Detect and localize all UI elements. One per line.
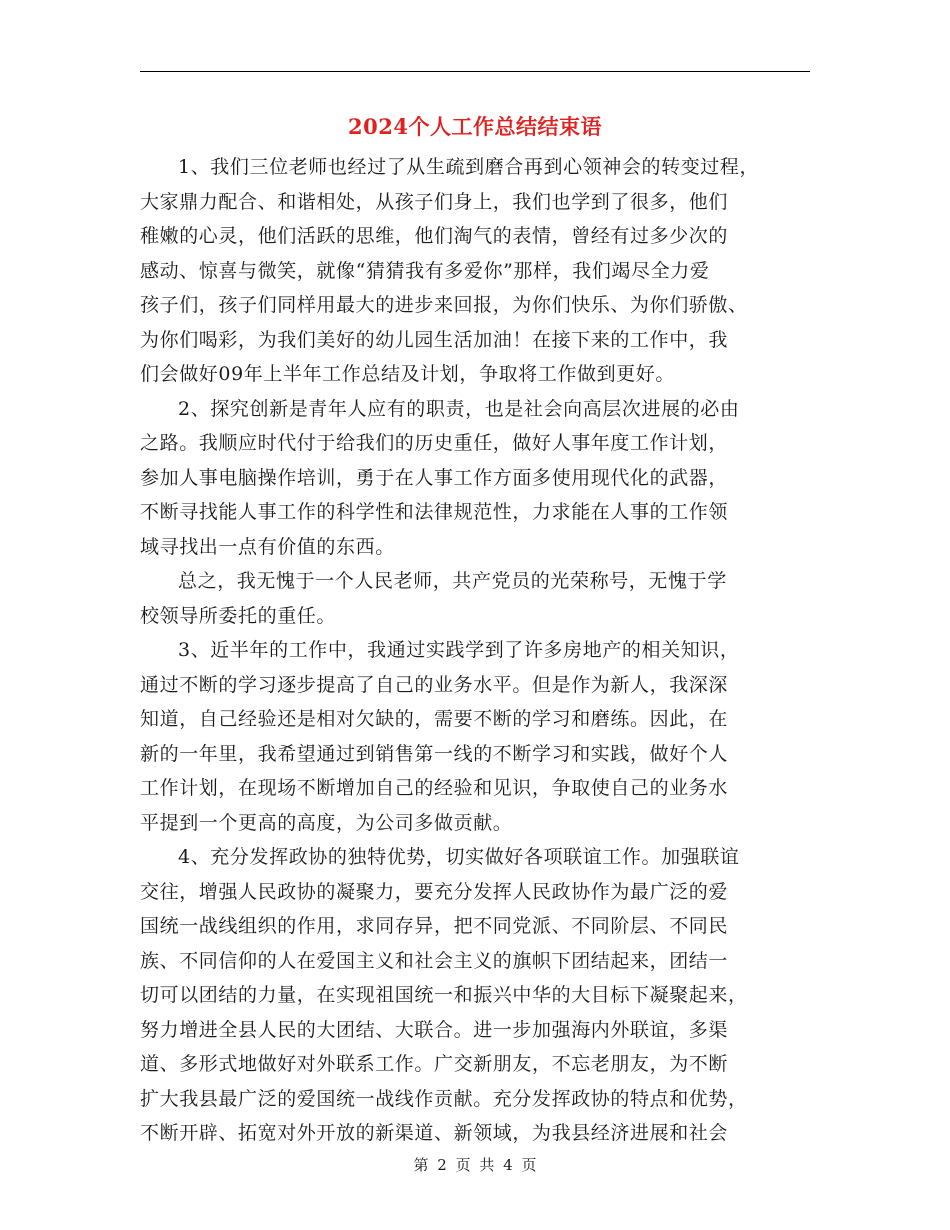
text-line: 平提到一个更高的高度，为公司多做贡献。 bbox=[140, 811, 513, 834]
text-line: 总之，我无愧于一个人民老师，共产党员的光荣称号，无愧于学 bbox=[178, 570, 727, 592]
text-line: 不断寻找能人事工作的科学性和法律规范性，力求能在人事的工作领 bbox=[140, 501, 729, 523]
text-line: 参加人事电脑操作培训，勇于在人事工作方面多使用现代化的武器， bbox=[140, 466, 729, 489]
text-line: 们会做好09年上半年工作总结及计划，争取将工作做到更好。 bbox=[140, 363, 675, 385]
text-line: 新的一年里，我希望通过到销售第一线的不断学习和实践，做好个人 bbox=[140, 742, 729, 765]
text-line: 3、近半年的工作中，我通过实践学到了许多房地产的相关知识， bbox=[178, 639, 740, 661]
page-number-footer: 第 2 页 共 4 页 bbox=[413, 1156, 537, 1174]
document-body bbox=[140, 150, 814, 1151]
text-line: 大家鼎力配合、和谐相处，从孩子们身上，我们也学到了很多，他们 bbox=[140, 190, 729, 213]
text-line: 1、我们三位老师也经过了从生疏到磨合再到心领神会的转变过程， bbox=[178, 156, 760, 178]
text-line: 孩子们，孩子们同样用最大的进步来回报，为你们快乐、为你们骄傲、 bbox=[140, 294, 748, 316]
text-line: 知道，自己经验还是相对欠缺的，需要不断的学习和磨练。因此，在 bbox=[140, 708, 729, 730]
text-line: 努力增进全县人民的大团结、大联合。进一步加强海内外联谊，多渠 bbox=[140, 1018, 729, 1041]
text-line: 稚嫩的心灵，他们活跃的思维，他们淘气的表情，曾经有过多少次的 bbox=[140, 225, 729, 247]
text-line: 4、充分发挥政协的独特优势，切实做好各项联谊工作。加强联谊 bbox=[178, 846, 740, 868]
text-line: 切可以团结的力量，在实现祖国统一和振兴中华的大目标下凝聚起来， bbox=[140, 984, 748, 1006]
text-line: 通过不断的学习逐步提高了自己的业务水平。但是作为新人，我深深 bbox=[140, 673, 729, 696]
text-line: 道、多形式地做好对外联系工作。广交新朋友，不忘老朋友，为不断 bbox=[140, 1053, 729, 1075]
text-line: 域寻找出一点有价值的东西。 bbox=[140, 535, 395, 558]
header-rule bbox=[140, 71, 810, 72]
text-line: 之路。我顺应时代付于给我们的历史重任，做好人事年度工作计划， bbox=[140, 432, 729, 454]
text-line: 不断开辟、拓宽对外开放的新渠道、新领域，为我县经济进展和社会 bbox=[140, 1122, 729, 1144]
text-line: 为你们喝彩，为我们美好的幼儿园生活加油！在接下来的工作中，我 bbox=[140, 328, 729, 351]
text-line: 交往，增强人民政协的凝聚力，要充分发挥人民政协作为最广泛的爱 bbox=[140, 880, 729, 903]
text-line: 扩大我县最广泛的爱国统一战线作贡献。充分发挥政协的特点和优势， bbox=[140, 1087, 748, 1110]
document-title: 2024个人工作总结结束语 bbox=[348, 114, 602, 139]
text-line: 工作计划，在现场不断增加自己的经验和见识，争取使自己的业务水 bbox=[140, 777, 729, 799]
text-line: 2、探究创新是青年人应有的职责，也是社会向高层次进展的必由 bbox=[178, 397, 740, 420]
text-line: 国统一战线组织的作用，求同存异，把不同党派、不同阶层、不同民 bbox=[140, 915, 729, 937]
text-line: 感动、惊喜与微笑，就像“猜猜我有多爱你”那样，我们竭尽全力爱 bbox=[140, 259, 710, 282]
text-line: 校领导所委托的重任。 bbox=[140, 604, 337, 627]
text-line: 族、不同信仰的人在爱国主义和社会主义的旗帜下团结起来，团结一 bbox=[140, 949, 729, 972]
